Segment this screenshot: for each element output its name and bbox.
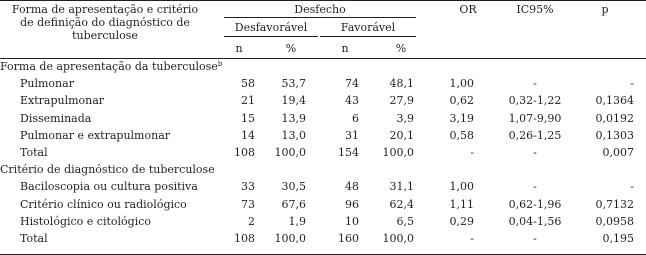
header-pct-favoravel: %	[395, 42, 407, 55]
header-n-favoravel: n	[341, 42, 349, 55]
cell-n-favoravel: 31	[345, 128, 359, 142]
cell-p: 0,195	[602, 232, 634, 245]
header-first-column	[0, 3, 210, 42]
cell-n-favoravel: 96	[345, 197, 359, 211]
cell-p: 0,007	[602, 146, 634, 159]
cell-p: 0,0958	[595, 214, 634, 228]
cell-p: -	[630, 180, 634, 194]
cell-n-favoravel: 74	[345, 77, 359, 91]
cell-n-favoravel: 48	[345, 180, 359, 194]
cell-or: -	[470, 146, 474, 159]
cell-or: 1,00	[449, 180, 474, 194]
desfecho-rule	[224, 17, 416, 18]
subgroup-rule-favoravel	[320, 36, 416, 37]
cell-pct-desfavoravel: 1,9	[288, 214, 306, 228]
cell-n-favoravel: 43	[345, 94, 359, 108]
cell-or: -	[470, 232, 474, 245]
cell-n-desfavoravel: 58	[241, 77, 255, 91]
cell-or: 0,58	[449, 128, 474, 142]
row-label: Total	[20, 232, 48, 245]
header-desfecho: Desfecho	[294, 3, 346, 16]
cell-n-desfavoravel: 15	[241, 111, 255, 125]
section-title	[0, 163, 215, 176]
cell-pct-favoravel: 31,1	[389, 180, 414, 194]
cell-ic95: 0,26-1,25	[508, 128, 562, 142]
header-n-desfavoravel: n	[235, 42, 243, 55]
cell-n-desfavoravel: 2	[248, 214, 255, 228]
cell-pct-favoravel: 27,9	[389, 94, 414, 108]
cell-n-desfavoravel: 33	[241, 180, 255, 194]
row-label: Pulmonar	[20, 77, 74, 91]
cell-n-desfavoravel: 14	[241, 128, 255, 142]
header-or: OR	[459, 3, 477, 16]
cell-pct-desfavoravel: 13,9	[281, 111, 306, 125]
footnote-marker: b	[217, 60, 223, 68]
header-line-1: Forma de apresentação e critério	[11, 3, 199, 16]
cell-ic95: -	[533, 146, 537, 159]
cell-pct-desfavoravel: 53,7	[281, 77, 306, 91]
cell-ic95: 1,07-9,90	[508, 111, 562, 125]
cell-pct-favoravel: 62,4	[389, 197, 414, 211]
top-rule	[0, 0, 646, 1]
header-line-3: tuberculose	[72, 29, 138, 42]
subgroup-rule-desfavoravel	[224, 36, 318, 37]
cell-pct-favoravel: 100,0	[382, 146, 414, 159]
cell-or: 0,62	[449, 94, 474, 108]
cell-p: 0,0192	[595, 111, 634, 125]
cell-n-desfavoravel: 73	[241, 197, 255, 211]
row-label: Critério clínico ou radiológico	[20, 197, 187, 211]
cell-pct-desfavoravel: 19,4	[281, 94, 306, 108]
cell-ic95: -	[533, 77, 537, 91]
cell-n-desfavoravel: 108	[234, 232, 255, 245]
header-favoravel: Favorável	[340, 21, 396, 34]
cell-ic95: -	[533, 232, 537, 245]
cell-n-favoravel: 10	[345, 214, 359, 228]
cell-pct-favoravel: 3,9	[396, 111, 414, 125]
cell-ic95: 0,62-1,96	[508, 197, 562, 211]
cell-pct-desfavoravel: 13,0	[281, 128, 306, 142]
row-label: Extrapulmonar	[20, 94, 105, 108]
cell-ic95: 0,32-1,22	[508, 94, 562, 108]
header-line-2: de definição do diagnóstico de	[20, 16, 190, 29]
row-label: Baciloscopia ou cultura positiva	[20, 180, 198, 194]
cell-p: 0,7132	[595, 197, 634, 211]
row-label: Pulmonar e extrapulmonar	[20, 128, 171, 142]
cell-ic95: -	[533, 180, 537, 194]
cell-n-desfavoravel: 108	[234, 146, 255, 159]
cell-or: 1,00	[449, 77, 474, 91]
row-label: Total	[20, 146, 48, 159]
cell-p: -	[630, 77, 634, 91]
header-bottom-rule	[0, 58, 646, 59]
cell-pct-favoravel: 48,1	[389, 77, 414, 91]
cell-pct-favoravel: 100,0	[382, 232, 414, 245]
section-title-text: Critério de diagnóstico de tuberculose	[0, 163, 215, 177]
header-ic95: IC95%	[516, 3, 554, 16]
cell-pct-favoravel: 20,1	[389, 128, 414, 142]
row-label: Disseminada	[20, 111, 92, 125]
cell-p: 0,1364	[595, 94, 634, 108]
header-desfavoravel: Desfavorável	[234, 21, 308, 34]
header-pct-desfavoravel: %	[285, 42, 297, 55]
cell-or: 0,29	[449, 214, 474, 228]
cell-n-desfavoravel: 21	[241, 94, 255, 108]
cell-pct-desfavoravel: 30,5	[281, 180, 306, 194]
cell-p: 0,1303	[595, 128, 634, 142]
cell-pct-favoravel: 6,5	[396, 214, 414, 228]
cell-ic95: 0,04-1,56	[508, 214, 562, 228]
cell-n-favoravel: 154	[338, 146, 359, 159]
header-p: p	[601, 3, 609, 16]
cell-pct-desfavoravel: 100,0	[274, 232, 306, 245]
cell-pct-desfavoravel: 100,0	[274, 146, 306, 159]
cell-n-favoravel: 6	[352, 111, 359, 125]
section-title-text: Forma de apresentação da tuberculose	[0, 60, 218, 73]
cell-n-favoravel: 160	[338, 232, 359, 245]
cell-pct-desfavoravel: 67,6	[281, 197, 306, 211]
cell-or: 3,19	[449, 111, 474, 125]
row-label: Histológico e citológico	[20, 214, 151, 228]
cell-or: 1,11	[449, 197, 474, 211]
section-title	[0, 60, 222, 73]
